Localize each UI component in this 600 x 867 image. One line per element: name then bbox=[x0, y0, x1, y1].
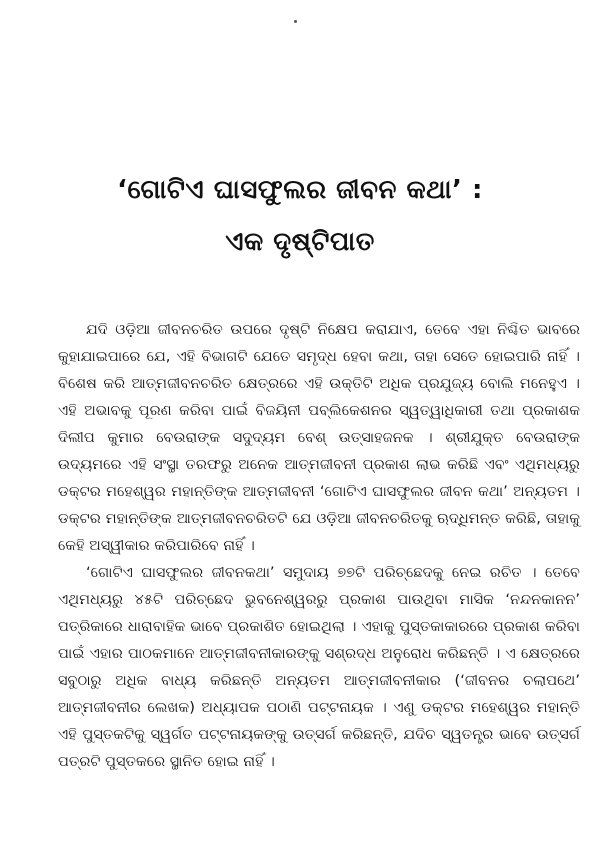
paragraph-1: ଯଦି ଓଡ଼ିଆ ଜୀବନଚରିତ ଉପରେ ଦୃଷ୍ଟି ନିକ୍ଷେପ କରାଯାଏ, ତେବେ ଏହା ନିଶ୍ଚିତ ଭାବରେ କୁହାଯାଇପାରେ ଯେ, ଏହି ବିଭାଗଟି ଯେତେ ସମୃଦ୍ଧ ହେବା କଥା, ତାହା ସେତେ ହୋଇପାରି ନାହିଁ । ବିଶେଷ କରି ଆତ୍ମଜୀବନଚରିତ କ୍ଷେତ୍ରରେ ଏହି ଉକ୍ତିଟି ଅଧିକ ପ୍ରଯୁଜ୍ୟ ବୋଲି ମନେହୁଏ । ଏହି ଅଭାବକୁ ପୂରଣ କରିବା ପାଇଁ ବିଜୟିନୀ ପବ୍ଲିକେଶନର ସ୍ୱତ୍ୱାଧିକାରୀ ତଥା ପ୍ରକାଶକ ଦିଲୀପ କୁମାର ବେଉରାଙ୍କ ସଦୁଦ୍ୟମ ବେଶ୍ ଉତ୍ସାହଜନକ । ଶ୍ରୀଯୁକ୍ତ ବେଉରାଙ୍କ ଉଦ୍ୟମରେ ଏହି ସଂସ୍ଥା ତରଫରୁ ଅନେକ ଆତ୍ମଜୀବନୀ ପ୍ରକାଶ ଲାଭ କରିଛି ଏବଂ ଏଥିମଧ୍ୟରୁ ଡକ୍ଟର ମହେଶ୍ୱର ମହାନ୍ତିଙ୍କ ଆତ୍ମଜୀବନୀ ‘ଗୋଟିଏ ଘାସଫୁଲର ଜୀବନ କଥା’ ଅନ୍ୟତମ । ଡକ୍ଟର ମହାନ୍ତିଙ୍କ ଆତ୍ମଜୀବନଚରିତଟି ଯେ ଓଡ଼ିଆ ଜୀବନଚରିତକୁ ଋଦ୍ଧିମନ୍ତ କରିଛି, ତାହାକୁ କେହି ଅସ୍ୱୀକାର କରିପାରିବେ ନାହିଁ । bbox=[58, 321, 580, 554]
paragraph-2: ‘ଗୋଟିଏ ଘାସଫୁଲର ଜୀବନକଥା’ ସମୁଦାୟ ୭୭ଟି ପରିଚ୍ଛେଦକୁ ନେଇ ରଚିତ । ତେବେ ଏଥିମଧ୍ୟରୁ ୪୫ଟି ପରିଚ୍ଛେଦ ଭୁବନେଶ୍ୱରରୁ ପ୍ରକାଶ ପାଉଥିବା ମାସିକ ‘ନନ୍ଦନକାନନ’ ପତ୍ରିକାରେ ଧାରାବାହିକ ଭାବେ ପ୍ରକାଶିତ ହୋଇଥିଲା । ଏହାକୁ ପୁସ୍ତକାକାରରେ ପ୍ରକାଶ କରିବା ପାଇଁ ଏହାର ପାଠକମାନେ ଆତ୍ମଜୀବନୀକାରଙ୍କୁ ସଶ୍ରଦ୍ଧ ଅନୁରୋଧ କରିଛନ୍ତି । ଏ କ୍ଷେତ୍ରରେ ସବୁଠାରୁ ଅଧିକ ବାଧ୍ୟ କରିଛନ୍ତି ଅନ୍ୟତମ ଆତ୍ମଜୀବନୀକାର (‘ଜୀବନର ଚଲାପଥେ’ ଆତ୍ମଜୀବନୀର ଲେଖକ) ଅଧ୍ୟାପକ ପଠାଣି ପଟ୍ଟନାୟକ । ଏଣୁ ଡକ୍ଟର ମହେଶ୍ୱର ମହାନ୍ତି ଏହି ପୁସ୍ତକଟିକୁ ସ୍ୱର୍ଗତ ପଟ୍ଟନାୟକଙ୍କୁ ଉତ୍ସର୍ଗ କରିଛନ୍ତି, ଯଦିଚ ସ୍ୱତନ୍ତ୍ର ଭାବେ ଉତ୍ସର୍ଗ ପତ୍ରଟି ପୁସ୍ତକରେ ସ୍ଥାନିତ ହୋଇ ନାହିଁ । bbox=[58, 564, 580, 770]
body-text bbox=[58, 316, 580, 775]
chapter-title-line-2: ଏକ ଦୃଷ୍ଟିପାତ bbox=[225, 227, 375, 257]
page-dot-mark bbox=[294, 20, 297, 23]
chapter-title-line-1: ‘ଗୋଟିଏ ଘାସଫୁଲର ଜୀବନ କଥା’ : bbox=[117, 175, 483, 205]
